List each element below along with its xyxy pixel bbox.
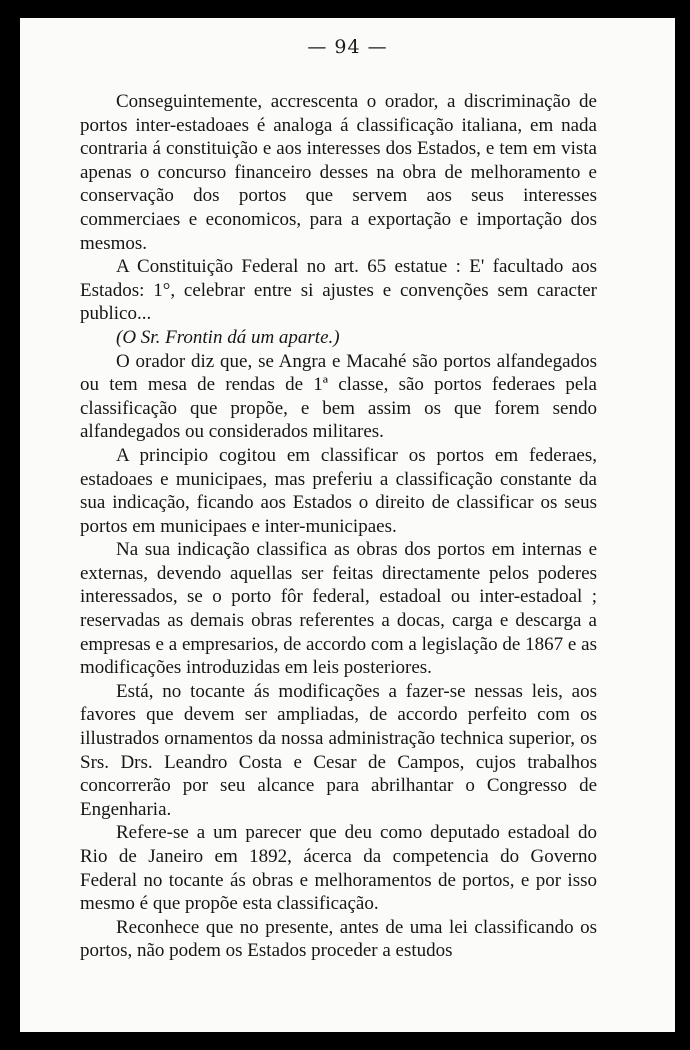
page-body	[80, 90, 597, 963]
paragraph-7: Refere-se a um parecer que deu como deputado estadoal do Rio de Janeiro em 1892, ácerca da competencia do Governo Federal no tocante ás obras e melhoramentos de portos, e por isso mesmo é que propõe esta classificação.	[80, 822, 597, 915]
paragraph-3: O orador diz que, se Angra e Macahé são portos alfandegados ou tem mesa de rendas de 1ª classe, são portos federaes pela classificação que propõe, e bem assim os que forem sendo alfandegados ou considerados militares.	[80, 350, 597, 443]
paragraph-4: A principio cogitou em classificar os portos em federaes, estadoaes e municipaes, mas preferiu a classificação constante da sua indicação, ficando aos Estados o direito de classificar os seus portos em municipaes e inter-municipaes.	[80, 444, 597, 537]
aparte-note: (O Sr. Frontin dá um aparte.)	[116, 326, 340, 348]
book-page	[20, 18, 675, 1032]
paragraph-5: Na sua indicação classifica as obras dos portos em internas e externas, devendo aquellas ser feitas directamente pelos poderes interessados, se o porto fôr federal, estadoal ou inter-estadoal ; reservadas as demais obras referentes a docas, carga e descarga a empresas e a empresarios, de accordo com a legislação de 1867 e as modificações introduzidas em leis posteriores.	[80, 539, 597, 679]
paragraph-6: Está, no tocante ás modificações a fazer-se nessas leis, aos favores que devem ser ampliadas, de accordo perfeito com os illustrados ornamentos da nossa administração technica superior, os Srs. Drs. Leandro Costa e Cesar de Campos, cujos trabalhos concorrerão por seu alcance para abrilhantar o Congresso de Engenharia.	[80, 680, 597, 820]
paragraph-2: A Constituição Federal no art. 65 estatue : E' facultado aos Estados: 1°, celebrar entre si ajustes e convenções sem caracter publico...	[80, 256, 597, 325]
page-number-header: — 94 —	[307, 36, 388, 58]
paragraph-1: Conseguintemente, accrescenta o orador, a discriminação de portos inter-estadoaes é analoga á classificação italiana, em nada contraria á constituição e aos interesses dos Estados, e tem em vista apenas o concurso financeiro desses na obra de melhoramento e conservação dos portos que servem aos seus interesses commerciaes e economicos, para a exportação e importação dos mesmos.	[80, 91, 597, 254]
paragraph-8: Reconhece que no presente, antes de uma lei classificando os portos, não podem os Estados proceder a estudos	[80, 916, 597, 962]
